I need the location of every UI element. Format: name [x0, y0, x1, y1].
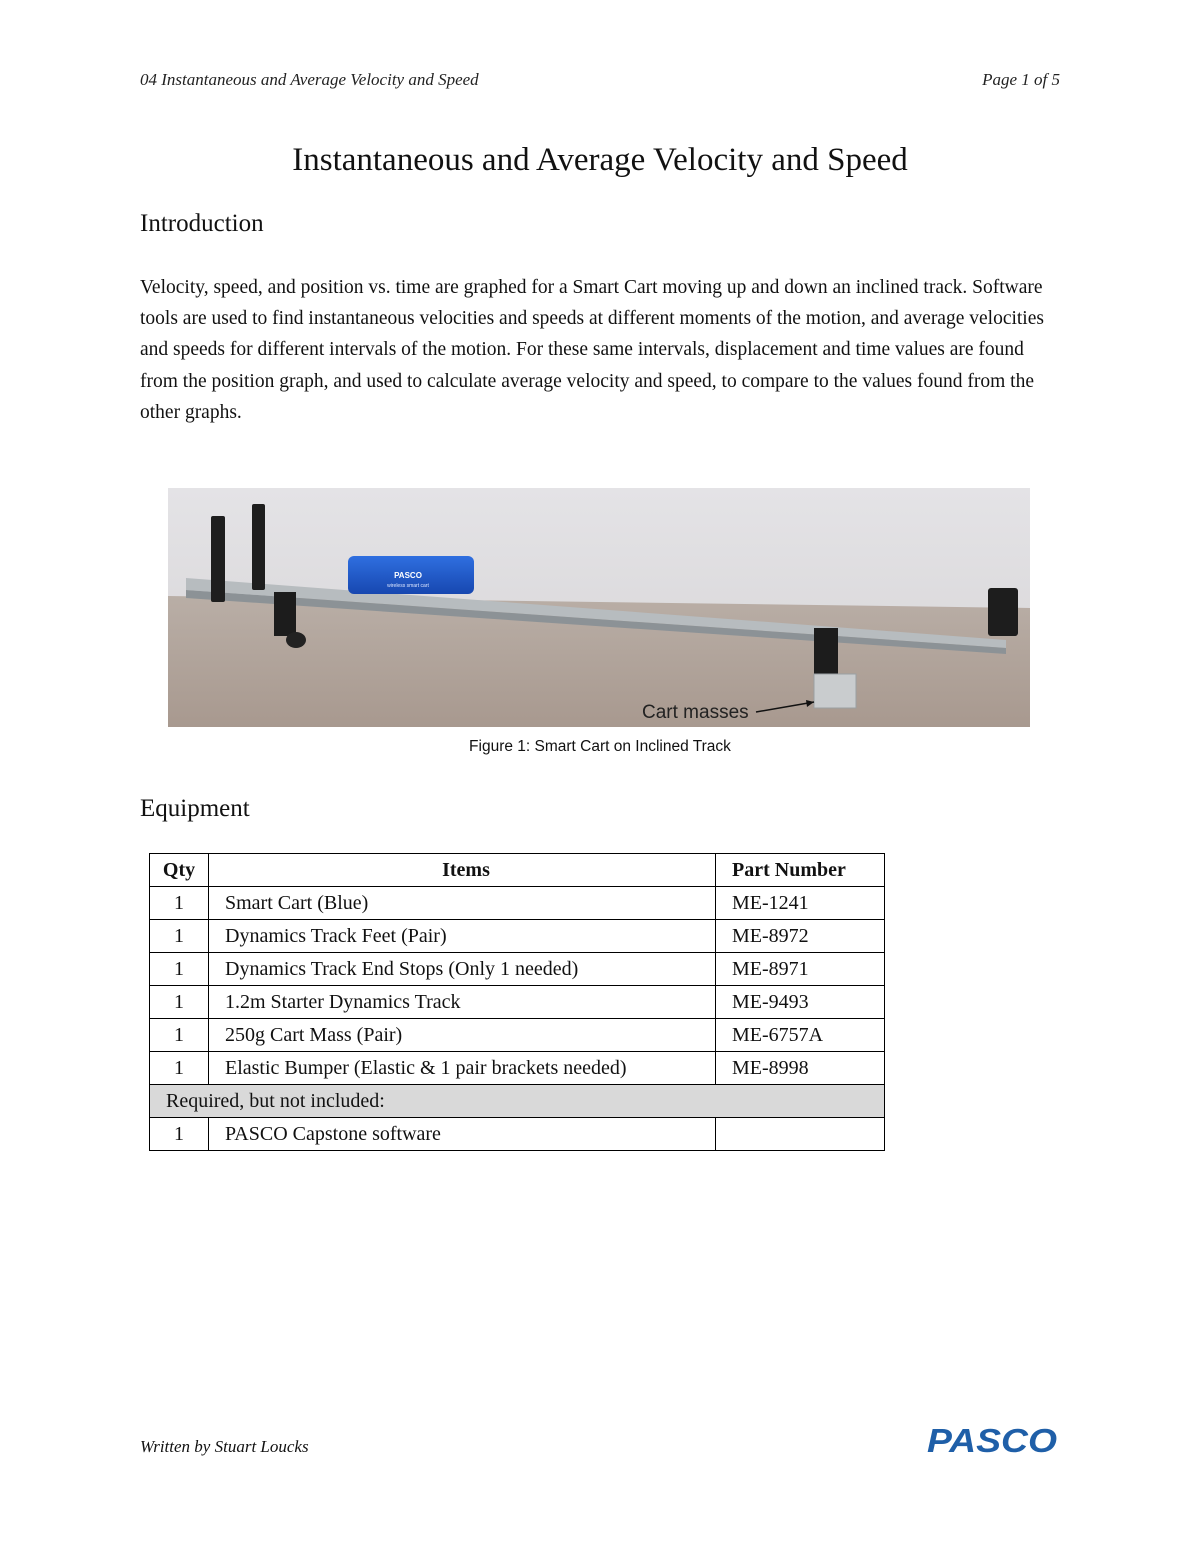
table-row: [150, 1118, 885, 1151]
running-header-title: 04 Instantaneous and Average Velocity and Speed: [140, 70, 479, 89]
required-label: Required, but not included:: [150, 1085, 885, 1118]
row-part: ME-8971: [716, 953, 885, 986]
author-footer: Written by Stuart Loucks: [140, 1437, 309, 1456]
row-qty: 1: [150, 1019, 209, 1052]
cart-masses-block: [814, 674, 856, 708]
introduction-paragraph: Velocity, speed, and position vs. time are graphed for a Smart Cart moving up and down an inclined track. Software tools are used to find instantaneous velocities and speeds at different moments of the motion, and average velocities and speeds for different intervals of the motion. For these same intervals, displacement and time values are found from the position graph, and used to calculate average velocity and speed, to compare to the values found from the other graphs.: [140, 277, 1044, 423]
end-stop-right: [988, 588, 1018, 636]
document-title: Instantaneous and Average Velocity and Speed: [292, 142, 908, 178]
cart-masses-label: Cart masses: [642, 702, 749, 723]
figure-caption: Figure 1: Smart Cart on Inclined Track: [469, 738, 731, 755]
row-part: [716, 1118, 885, 1151]
row-qty: 1: [150, 986, 209, 1019]
foot-knob-left: [286, 632, 306, 648]
introduction-heading: Introduction: [140, 210, 264, 237]
row-item: Elastic Bumper (Elastic & 1 pair brackets needed): [209, 1052, 716, 1085]
equipment-heading: Equipment: [140, 795, 250, 822]
row-item: Dynamics Track End Stops (Only 1 needed): [209, 953, 716, 986]
table-row: [150, 887, 885, 920]
track-foot-right: [814, 628, 838, 676]
page-number: Page 1 of 5: [982, 70, 1060, 89]
row-qty: 1: [150, 887, 209, 920]
row-part: ME-1241: [716, 887, 885, 920]
end-stop-post-right: [252, 504, 265, 590]
table-row: [150, 1052, 885, 1085]
end-stop-post-left: [211, 516, 225, 602]
table-row: [150, 1019, 885, 1052]
row-part: ME-8998: [716, 1052, 885, 1085]
equipment-table: [149, 853, 885, 1151]
row-qty: 1: [150, 1118, 209, 1151]
header-qty: Qty: [150, 854, 209, 887]
table-header-row: [150, 854, 885, 887]
row-item: Smart Cart (Blue): [209, 887, 716, 920]
row-item: Dynamics Track Feet (Pair): [209, 920, 716, 953]
header-items: Items: [209, 854, 716, 887]
cart-label: PASCO: [394, 571, 422, 580]
row-qty: 1: [150, 1052, 209, 1085]
row-part: ME-8972: [716, 920, 885, 953]
row-qty: 1: [150, 953, 209, 986]
row-item: 1.2m Starter Dynamics Track: [209, 986, 716, 1019]
required-not-included-row: [150, 1085, 885, 1118]
row-item: PASCO Capstone software: [209, 1118, 716, 1151]
cart-sublabel: wireless smart cart: [387, 583, 429, 589]
pasco-logo: [925, 1425, 1060, 1455]
table-row: [150, 920, 885, 953]
pasco-logo-text: PASCO: [927, 1425, 1058, 1455]
row-part: ME-6757A: [716, 1019, 885, 1052]
header-part-number: Part Number: [716, 854, 885, 887]
row-item: 250g Cart Mass (Pair): [209, 1019, 716, 1052]
track-foot-left: [274, 592, 296, 636]
row-qty: 1: [150, 920, 209, 953]
table-row: [150, 953, 885, 986]
table-row: [150, 986, 885, 1019]
smart-cart-photo: [168, 488, 1030, 727]
row-part: ME-9493: [716, 986, 885, 1019]
